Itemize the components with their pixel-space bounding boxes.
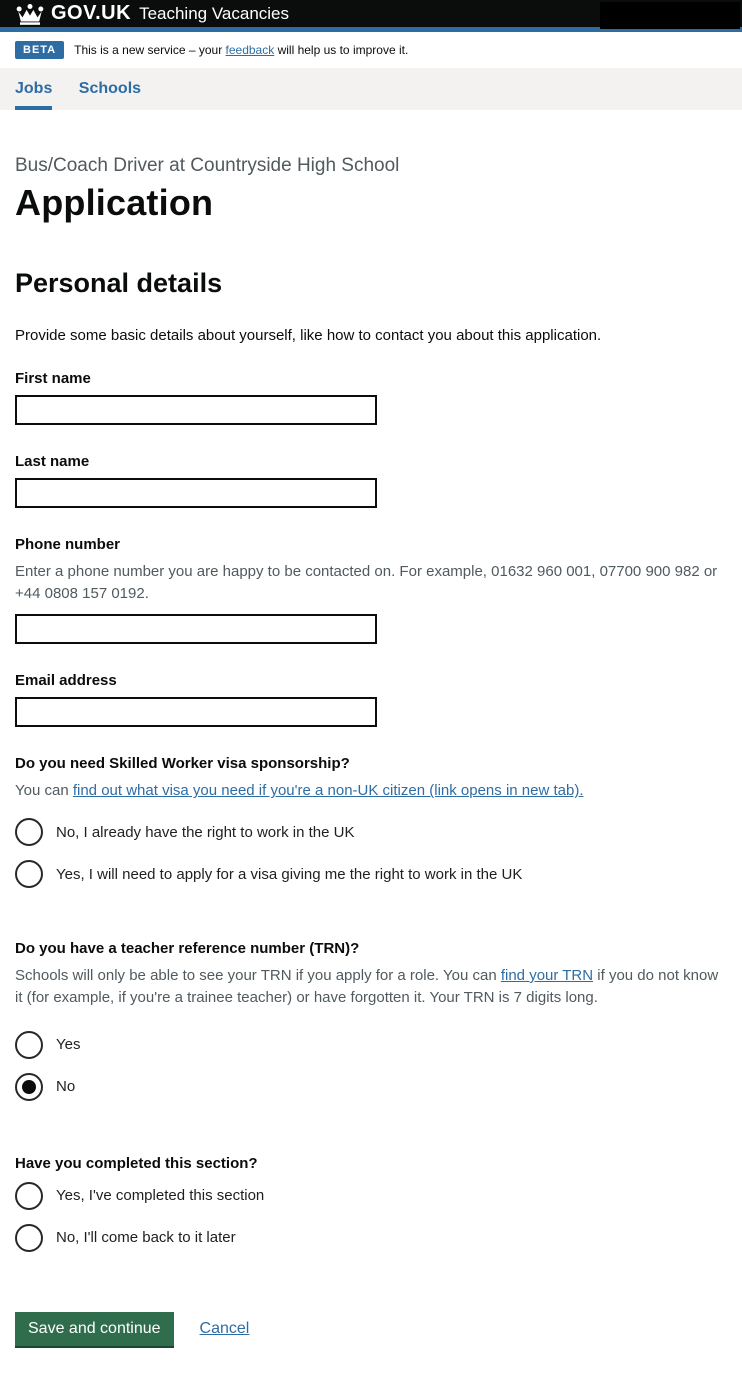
header-blackout-box (600, 2, 740, 29)
last-name-label: Last name (15, 452, 90, 470)
trn-hint (15, 965, 727, 1009)
feedback-link[interactable]: feedback (225, 43, 275, 57)
phase-banner (0, 32, 742, 68)
phase-text-before: This is a new service – your (74, 43, 226, 57)
completed-yes-radio[interactable] (15, 1182, 43, 1210)
phone-input[interactable] (15, 614, 377, 644)
form-actions (15, 1312, 727, 1346)
govuk-logo[interactable] (15, 2, 131, 25)
phone-group (15, 536, 727, 645)
trn-yes-radio[interactable] (15, 1031, 43, 1059)
trn-legend: Do you have a teacher reference number (TRN)? (15, 940, 360, 957)
completed-yes-label: Yes, I've completed this section (56, 1187, 265, 1204)
phase-text-after: will help us to improve it. (274, 43, 409, 57)
visa-hint-prefix: You can (15, 782, 73, 800)
visa-yes-radio[interactable] (15, 860, 43, 888)
visa-fieldset (15, 755, 727, 900)
first-name-group (15, 370, 727, 425)
first-name-label: First name (15, 369, 91, 387)
trn-option-yes[interactable] (15, 1029, 727, 1061)
completed-option-no[interactable] (15, 1222, 727, 1254)
trn-fieldset (15, 940, 727, 1113)
save-and-continue-button[interactable]: Save and continue (15, 1312, 174, 1346)
trn-option-no[interactable] (15, 1071, 727, 1103)
first-name-input[interactable] (15, 395, 377, 425)
page-title: Application (15, 181, 214, 223)
cancel-link[interactable]: Cancel (199, 1319, 250, 1337)
visa-info-link[interactable]: find out what visa you need if you're a non-UK citizen (link opens in new tab). (72, 782, 584, 800)
trn-hint-part1: Schools will only be able to see your TRN if you apply for a role. You can (15, 967, 501, 984)
trn-hint-part2: if you do not know it (for example, if you're a trainee teacher) or have forgotten it. Your TRN is 7 digits long. (15, 967, 719, 1006)
phase-banner-text (74, 43, 408, 57)
service-name-link[interactable]: Teaching Vacancies (139, 3, 290, 23)
find-trn-link[interactable]: find your TRN (500, 967, 594, 984)
visa-yes-label: Yes, I will need to apply for a visa giving me the right to work in the UK (56, 865, 523, 883)
completed-legend: Have you completed this section? (15, 1154, 258, 1172)
email-label: Email address (15, 672, 117, 690)
visa-legend: Do you need Skilled Worker visa sponsorship? (15, 755, 350, 773)
section-heading: Personal details (15, 267, 223, 298)
trn-no-radio[interactable] (15, 1073, 43, 1101)
crown-icon (15, 3, 45, 25)
email-group (15, 672, 727, 727)
trn-no-label: No (56, 1078, 76, 1095)
nav-item-jobs[interactable]: Jobs (15, 80, 52, 110)
visa-no-radio[interactable] (15, 818, 43, 846)
job-caption: Bus/Coach Driver at Countryside High School (15, 155, 400, 176)
completed-fieldset (15, 1155, 727, 1264)
visa-option-no[interactable] (15, 816, 727, 848)
trn-yes-label: Yes (56, 1036, 81, 1053)
completed-option-yes[interactable] (15, 1180, 727, 1212)
govuk-header (0, 0, 742, 32)
primary-nav (0, 68, 742, 110)
govuk-logo-text: GOV.UK (51, 2, 132, 24)
section-intro: Provide some basic details about yourself, like how to contact you about this application. (15, 326, 602, 344)
phone-label: Phone number (15, 535, 121, 553)
visa-hint (15, 780, 727, 802)
completed-no-radio[interactable] (15, 1224, 43, 1252)
nav-item-schools[interactable]: Schools (78, 80, 142, 97)
last-name-group (15, 453, 727, 508)
last-name-input[interactable] (15, 478, 377, 508)
beta-tag: BETA (15, 41, 64, 59)
visa-option-yes[interactable] (15, 858, 727, 890)
main-content (0, 154, 742, 1346)
phone-hint: Enter a phone number you are happy to be contacted on. For example, 01632 960 001, 07700 900 982 or +44 0808 157 0192. (15, 562, 718, 602)
visa-no-label: No, I already have the right to work in the UK (56, 823, 355, 841)
completed-no-label: No, I'll come back to it later (56, 1229, 236, 1246)
email-input[interactable] (15, 697, 377, 727)
